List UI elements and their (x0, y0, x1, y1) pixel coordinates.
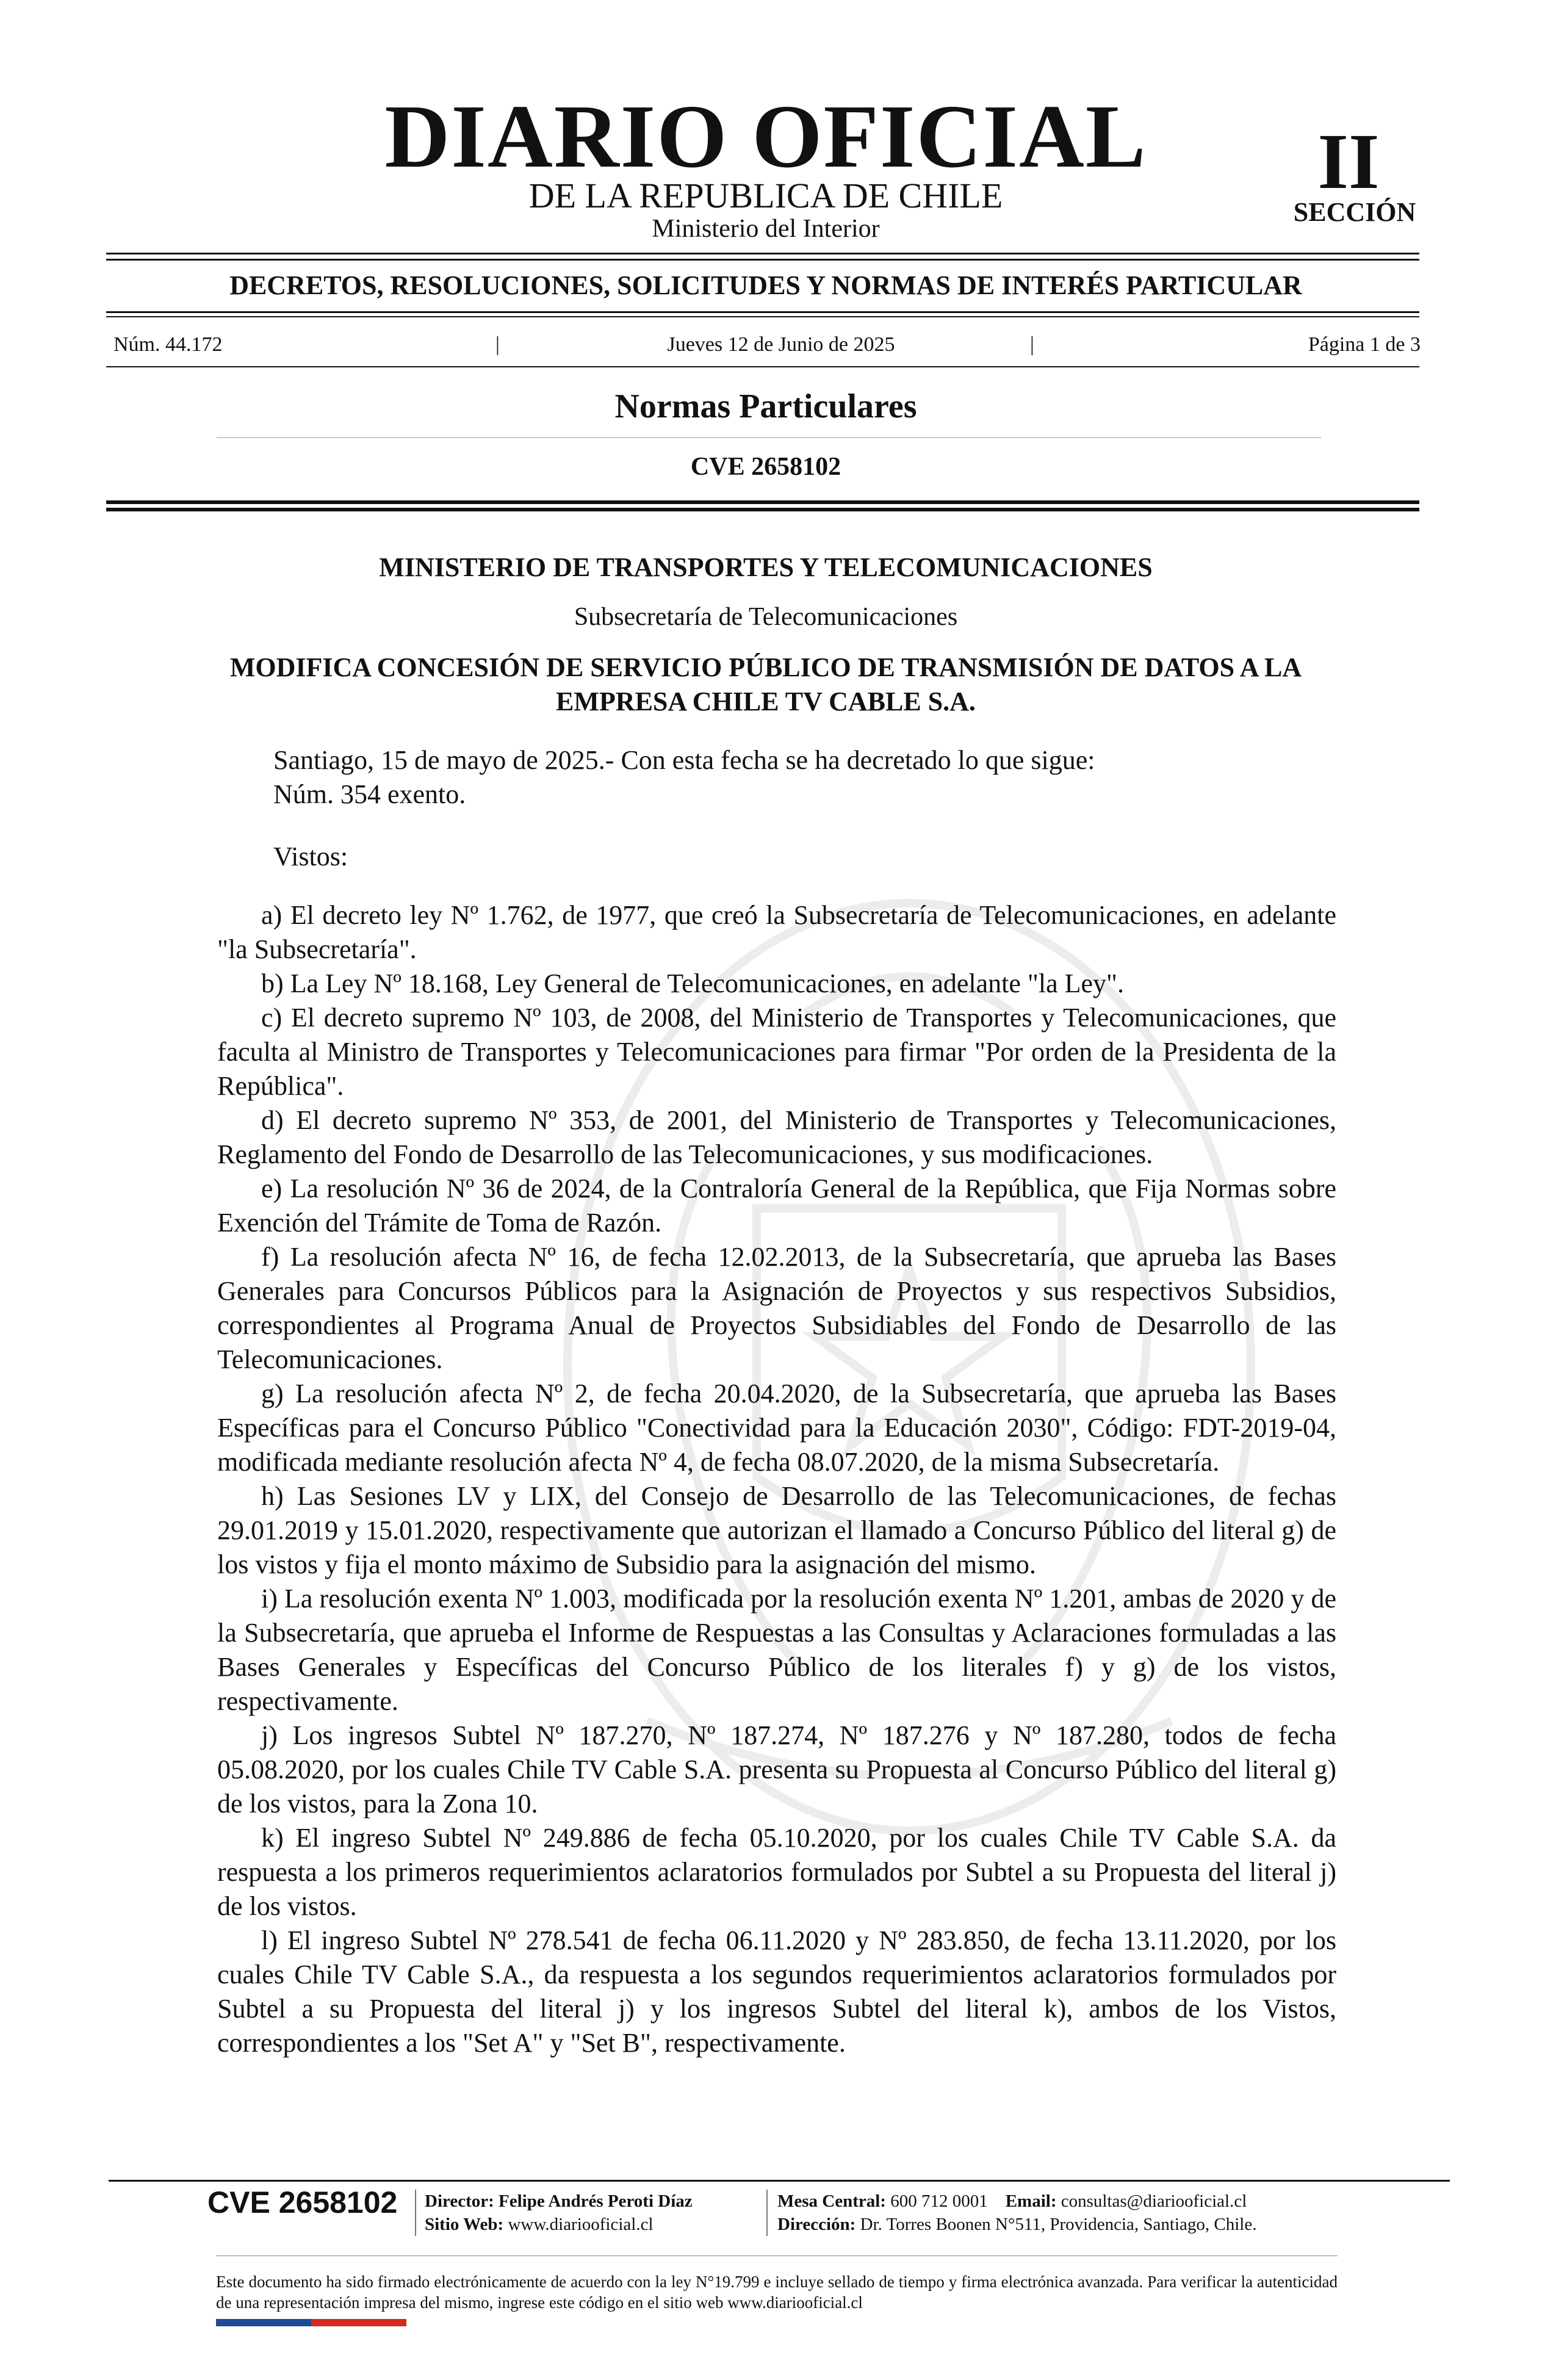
visto-item: l) El ingreso Subtel Nº 278.541 de fecha 06.11.2020 y Nº 283.850, de fecha 13.11.2020, por los cuales Chile TV Cable S.A., da respuesta a los segundos requerimientos aclaratorios formulados por Subtel a su Propuesta del literal j) y los ingresos Subtel del literal k), ambos de los Vistos, correspondientes a los "Set A" y "Set B", respectivamente. (217, 1925, 1336, 2058)
header-band: DECRETOS, RESOLUCIONES, SOLICITUDES Y NORMAS DE INTERÉS PARTICULAR (229, 270, 1302, 300)
page-indicator: Página 1 de 3 (1308, 333, 1421, 356)
info-rule (106, 366, 1419, 367)
band-rule-top (106, 311, 1419, 313)
info-separator: | (1030, 333, 1034, 356)
address-label: Dirección: (777, 2215, 856, 2234)
info-separator: | (495, 333, 500, 356)
flag-stripe-blue (216, 2319, 311, 2326)
visto-item: k) El ingreso Subtel Nº 249.886 de fecha 05.10.2020, por los cuales Chile TV Cable S.A. da respuesta a los primeros requerimientos aclaratorios formulados por Subtel a su Propuesta del literal j) de los vistos. (217, 1823, 1336, 1921)
visto-item: i) La resolución exenta Nº 1.003, modificada por la resolución exenta Nº 1.201, ambas de 2020 y de la Subsecretaría, que aprueba el Informe de Respuestas a las Consultas y Aclaraciones formuladas a las Bases Generales y Específicas del Concurso Público de los literales f) y g) de los vistos, respectivamente. (217, 1584, 1336, 1716)
section-number: II (1317, 118, 1380, 206)
issue-number: Núm. 44.172 (113, 333, 223, 356)
footer-divider (415, 2190, 416, 2236)
footer-legal-note: Este documento ha sido firmado electrónicamente de acuerdo con la ley N°19.799 e incluye sellado de tiempo y firma electrónica avanzada. Para verificar la autenticidad de una representación impresa del mismo, ingrese este código en el sitio web www.diariooficial.cl (216, 2273, 1338, 2312)
issue-date: Jueves 12 de Junio de 2025 (667, 333, 895, 356)
email-label: Email: (1005, 2191, 1057, 2211)
masthead-rule-top (106, 253, 1419, 254)
visto-item: e) La resolución Nº 36 de 2024, de la Contraloría General de la República, que Fija Normas sobre Exención del Trámite de Toma de Razón. (217, 1174, 1336, 1238)
section-label: SECCIÓN (1293, 197, 1416, 227)
vistos-list (217, 898, 1336, 2060)
visto-item: f) La resolución afecta Nº 16, de fecha 12.02.2013, de la Subsecretaría, que aprueba las Bases Generales para Concursos Públicos para la Asignación de Proyectos y sus respectivos Subsidios, correspondientes al Programa Anual de Proyectos Subsidiables del Fondo de Desarrollo de las Telecomunicaciones. (217, 1242, 1336, 1374)
visto-item: g) La resolución afecta Nº 2, de fecha 20.04.2020, de la Subsecretaría, que aprueba las Bases Específicas para el Concurso Público "Conectividad para la Educación 2030", Código: FDT-2019-04, modificada mediante resolución afecta Nº 4, de fecha 08.07.2020, de la misma Subsecretaría. (217, 1379, 1336, 1477)
document-ministry: MINISTERIO DE TRANSPORTES Y TELECOMUNICACIONES (379, 552, 1153, 582)
email-link[interactable]: consultas@diariooficial.cl (1061, 2191, 1247, 2211)
website-link[interactable]: www.diariooficial.cl (508, 2215, 654, 2234)
visto-item: b) La Ley Nº 18.168, Ley General de Telecomunicaciones, en adelante "la Ley". (261, 968, 1124, 998)
footer-director-info (425, 2190, 693, 2236)
section-title-rule (217, 437, 1321, 438)
footer-rule (109, 2180, 1450, 2182)
footer-cve-code: CVE 2658102 (207, 2185, 398, 2220)
footer-contact-info (777, 2190, 1256, 2236)
address-text: Dr. Torres Boonen N°511, Providencia, Santiago, Chile. (860, 2215, 1257, 2234)
cve-code-top: CVE 2658102 (690, 453, 841, 481)
masthead-rule-bottom (106, 259, 1419, 261)
phone-number: 600 712 0001 (890, 2191, 988, 2211)
website-label: Sitio Web: (425, 2215, 504, 2234)
vistos-heading: Vistos: (273, 842, 348, 871)
footer-divider (766, 2190, 768, 2236)
band-rule-bottom (106, 316, 1419, 317)
visto-item: d) El decreto supremo Nº 353, de 2001, del Ministerio de Transportes y Telecomunicaciones, Reglamento del Fondo de Desarrollo de las Telecomunicaciones, y sus modificaciones. (217, 1105, 1336, 1169)
visto-item: j) Los ingresos Subtel Nº 187.270, Nº 187.274, Nº 187.276 y Nº 187.280, todos de fecha 05.08.2020, por los cuales Chile TV Cable S.A. presenta su Propuesta al Concurso Público del literal g) de los vistos, para la Zona 10. (217, 1720, 1336, 1819)
decree-location-date: Santiago, 15 de mayo de 2025.- Con esta fecha se ha decretado lo que sigue: (273, 745, 1095, 775)
visto-item: h) Las Sesiones LV y LIX, del Consejo de Desarrollo de las Telecomunicaciones, de fechas 29.01.2019 y 15.01.2020, respectivamente que autorizan el llamado a Concurso Público del literal g) de los vistos y fija el monto máximo de Subsidio para la asignación del mismo. (217, 1481, 1336, 1579)
visto-item: c) El decreto supremo Nº 103, de 2008, del Ministerio de Transportes y Telecomunicaciones, que faculta al Ministro de Transportes y Telecomunicaciones para firmar "Por orden de la Presidenta de la República". (217, 1003, 1336, 1101)
decree-number: Núm. 354 exento. (273, 779, 466, 809)
thick-rule-2 (106, 508, 1419, 511)
decree-title: MODIFICA CONCESIÓN DE SERVICIO PÚBLICO DE TRANSMISIÓN DE DATOS A LA EMPRESA CHILE TV CABLE S.A. (229, 652, 1302, 716)
thick-rule-1 (106, 500, 1419, 504)
director-label: Director: (425, 2191, 494, 2211)
flag-stripe-red (311, 2319, 406, 2326)
newspaper-subtitle: DE LA REPUBLICA DE CHILE (528, 176, 1003, 215)
phone-label: Mesa Central: (777, 2191, 886, 2211)
visto-item: a) El decreto ley Nº 1.762, de 1977, que creó la Subsecretaría de Telecomunicaciones, en adelante "la Subsecretaría". (217, 900, 1336, 964)
director-name: Felipe Andrés Peroti Díaz (499, 2191, 693, 2211)
publisher-ministry: Ministerio del Interior (652, 215, 880, 243)
section-title: Normas Particulares (614, 388, 917, 425)
newspaper-title: DIARIO OFICIAL (384, 87, 1147, 187)
document-subsecretaria: Subsecretaría de Telecomunicaciones (574, 603, 958, 631)
